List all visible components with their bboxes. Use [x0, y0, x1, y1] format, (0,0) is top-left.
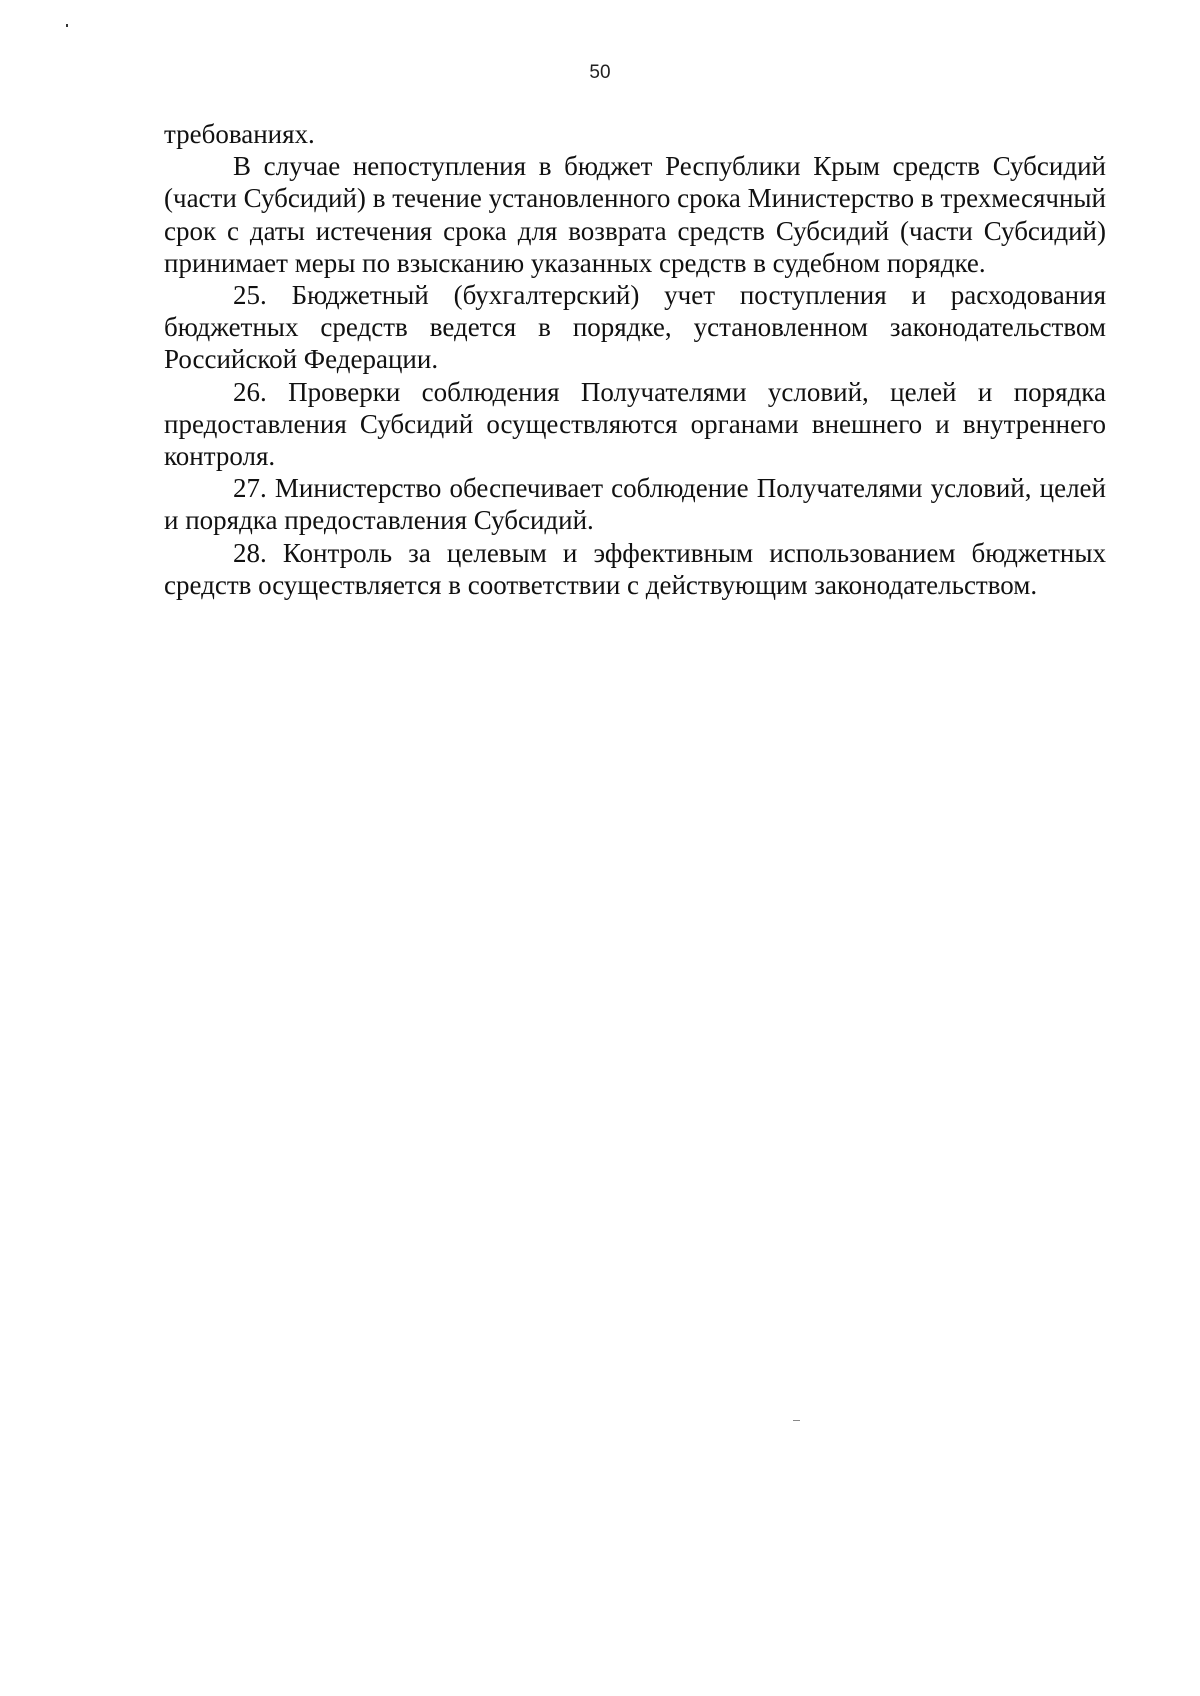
paragraph-28-control: 28. Контроль за целевым и эффективным использованием бюджетных средств осуществляется в соответствии с действующим законодательством. [164, 537, 1106, 600]
scan-artifact [66, 24, 68, 27]
paragraph-25-accounting: 25. Бюджетный (бухгалтерский) учет поступления и расходования бюджетных средств ведется в порядке, установленном законодательством Российской Федерации. [164, 280, 1106, 375]
page-number: 50 [589, 62, 611, 83]
paragraph-continuation: требованиях. [164, 119, 315, 149]
paragraph-26-inspections: 26. Проверки соблюдения Получателями условий, целей и порядка предоставления Субсидий осуществляются органами внешнего и внутреннего контроля. [164, 376, 1106, 472]
scan-artifact-line [793, 1420, 800, 1421]
paragraph-27-compliance: 27. Министерство обеспечивает соблюдение Получателями условий, целей и порядка предоставления Субсидий. [164, 473, 1106, 536]
document-body [164, 118, 1106, 601]
paragraph-refund-enforcement: В случае непоступления в бюджет Республики Крым средств Субсидий (части Субсидий) в течение установленного срока Министерство в трехмесячный срок с даты истечения срока для возврата средств Субсидий (части Субсидий) принимает меры по взысканию указанных средств в судебном порядке. [164, 151, 1106, 278]
